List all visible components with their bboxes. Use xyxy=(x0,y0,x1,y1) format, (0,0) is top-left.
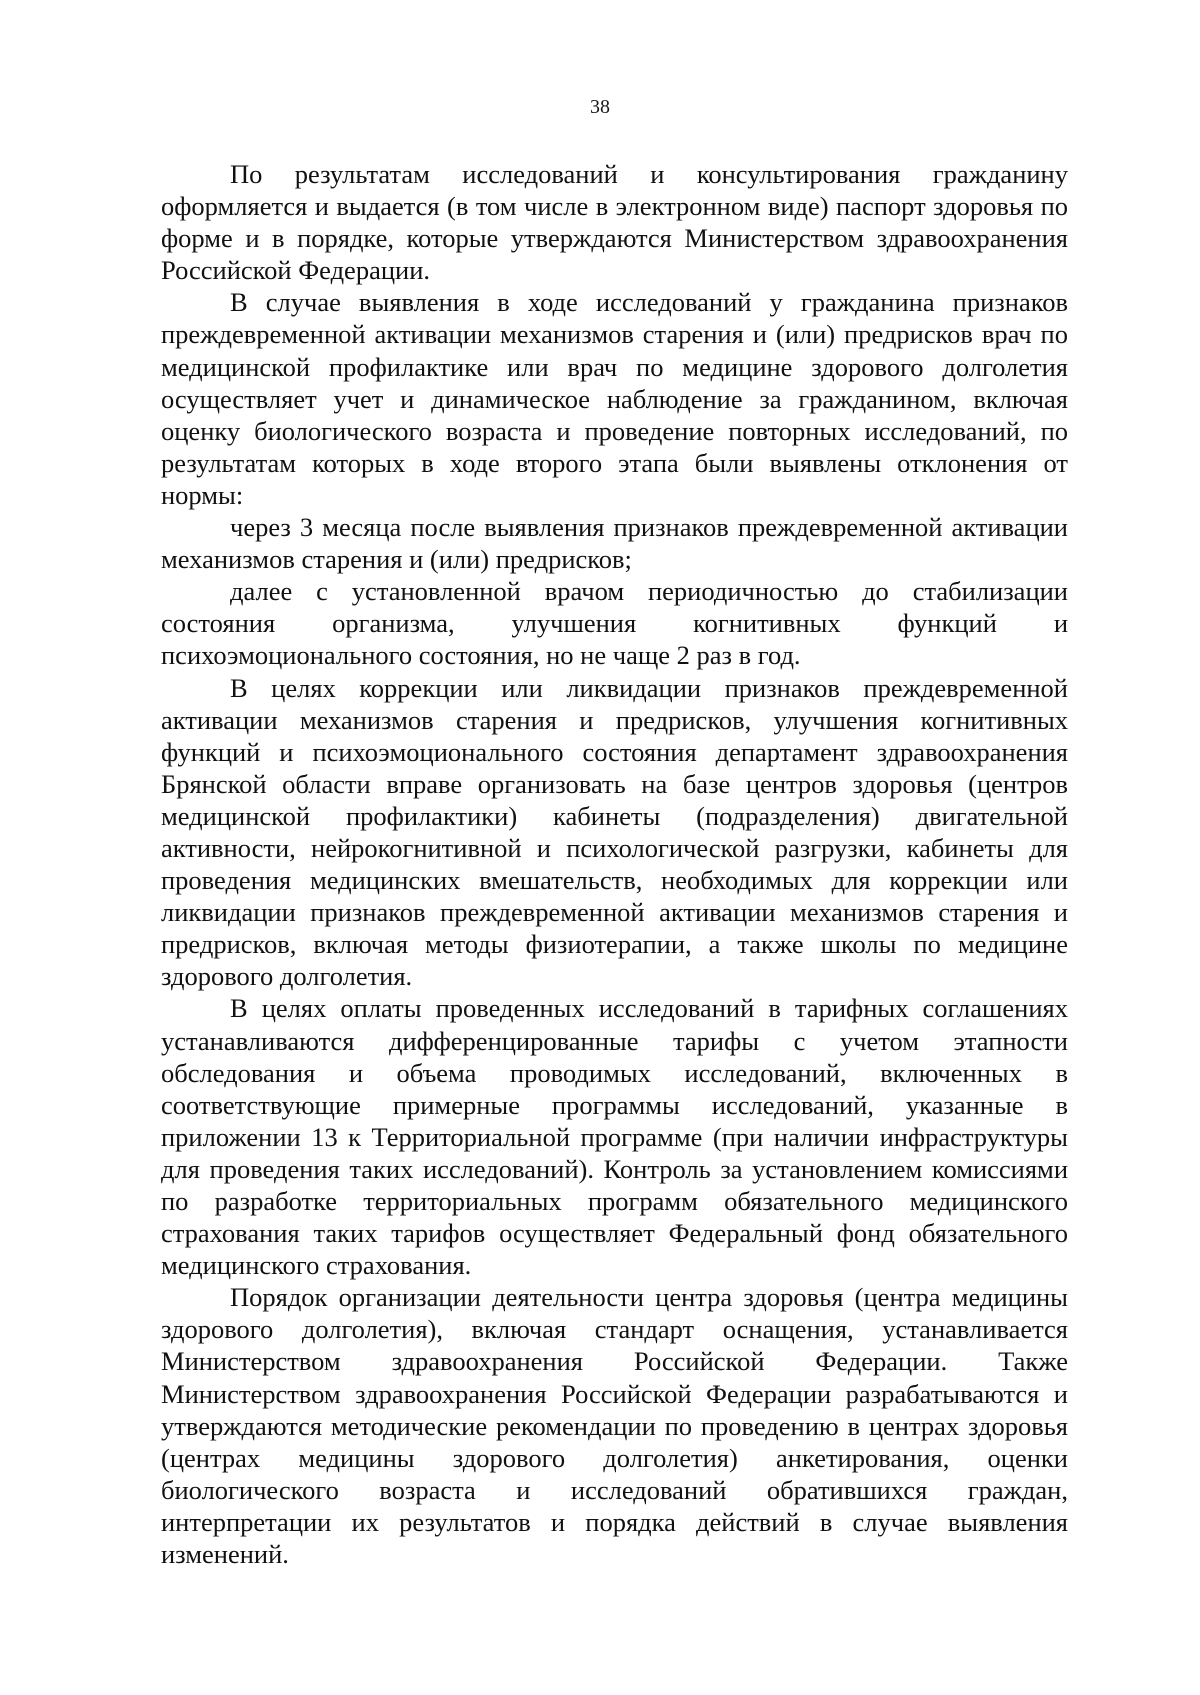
paragraph: Порядок организации деятельности центра здоровья (центра медицины здорового долголетия), включая стандарт оснащения, устанавливается Министерством здравоохранения Российской Федерации. Также Министерством здравоохранения Российской Федерации разрабатываются и утверждаются методические рекомендации по проведению в центрах здоровья (центрах медицины здорового долголетия) анкетирования, оценки биологического возраста и исследований обратившихся граждан, интерпретации их результатов и порядка действий в случае выявления изменений. xyxy=(161,1282,1068,1570)
paragraph: через 3 месяца после выявления признаков преждевременной активации механизмов старения и (или) предрисков; xyxy=(161,512,1068,575)
paragraph: По результатам исследований и консультирования гражданину оформляется и выдается (в том числе в электронном виде) паспорт здоровья по форме и в порядке, которые утверждаются Министерством здравоохранения Российской Федерации. xyxy=(161,159,1068,286)
document-body xyxy=(161,158,1068,1570)
paragraph: В целях оплаты проведенных исследований в тарифных соглашениях устанавливаются дифференцированные тарифы с учетом этапности обследования и объема проводимых исследований, включенных в соответствующие примерные программы исследований, указанные в приложении 13 к Территориальной программе (при наличии инфраструктуры для проведения таких исследований). Контроль за установлением комиссиями по разработке территориальных программ обязательного медицинского страхования таких тарифов осуществляет Федеральный фонд обязательного медицинского страхования. xyxy=(161,993,1068,1281)
paragraph: В случае выявления в ходе исследований у гражданина признаков преждевременной активации механизмов старения и (или) предрисков врач по медицинской профилактике или врач по медицине здорового долголетия осуществляет учет и динамическое наблюдение за гражданином, включая оценку биологического возраста и проведение повторных исследований, по результатам которых в ходе второго этапа были выявлены отклонения от нормы: xyxy=(161,287,1068,510)
paragraph: В целях коррекции или ликвидации признаков преждевременной активации механизмов старения и предрисков, улучшения когнитивных функций и психоэмоционального состояния департамент здравоохранения Брянской области вправе организовать на базе центров здоровья (центров медицинской профилактики) кабинеты (подразделения) двигательной активности, нейрокогнитивной и психологической разгрузки, кабинеты для проведения медицинских вмешательств, необходимых для коррекции или ликвидации признаков преждевременной активации механизмов старения и предрисков, включая методы физиотерапии, а также школы по медицине здорового долголетия. xyxy=(161,672,1068,992)
paragraph: далее с установленной врачом периодичностью до стабилизации состояния организма, улучшения когнитивных функций и психоэмоционального состояния, но не чаще 2 раз в год. xyxy=(161,576,1068,671)
page-number: 38 xyxy=(590,96,610,118)
